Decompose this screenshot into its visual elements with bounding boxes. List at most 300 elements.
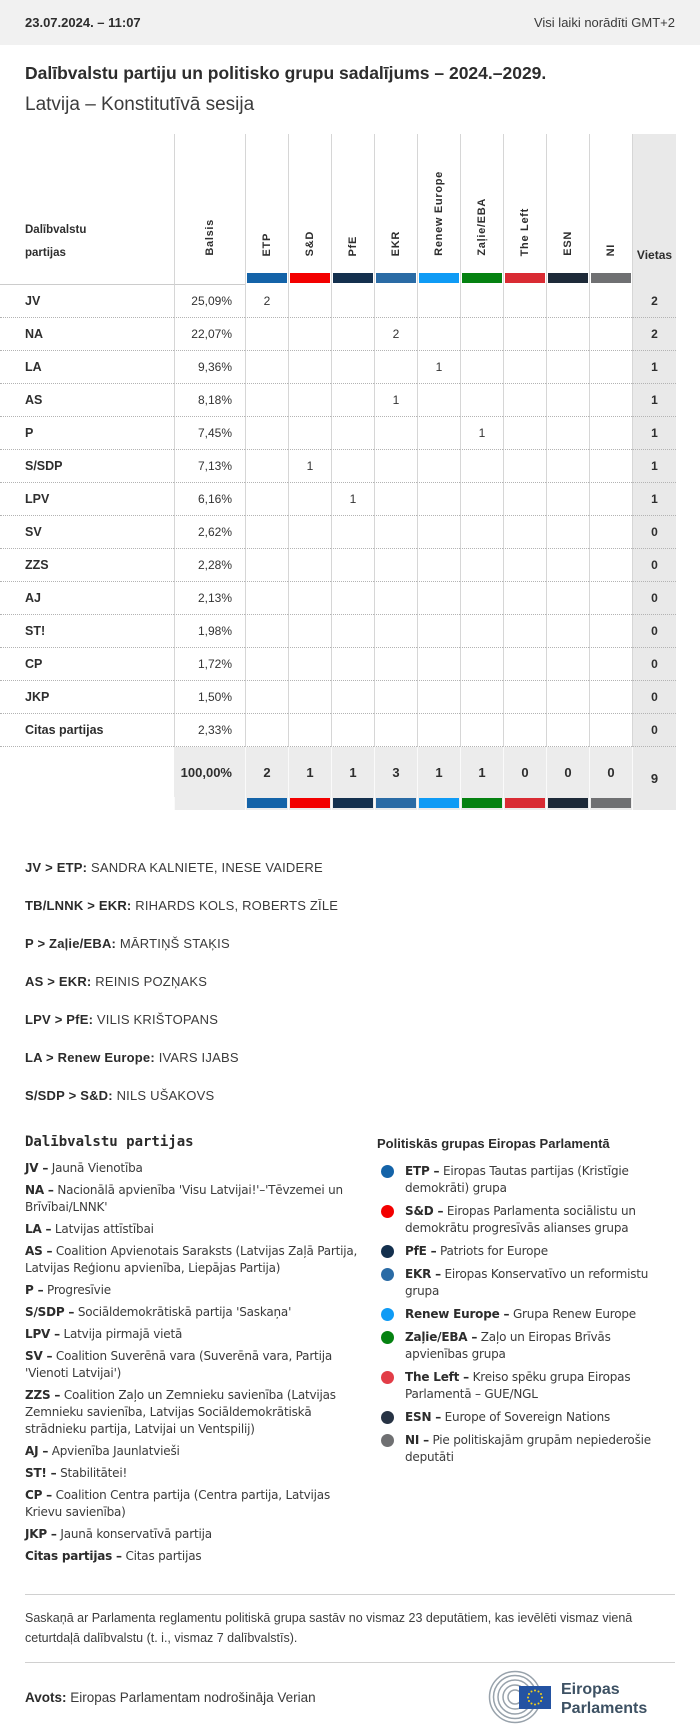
group-color-swatch (591, 273, 631, 283)
group-seat-cell (288, 483, 331, 516)
group-seat-cell (288, 549, 331, 582)
group-seat-cell (503, 615, 546, 648)
group-seat-cell (288, 450, 331, 483)
group-seat-cell (331, 384, 374, 417)
bottom-colorbar-spacer-votes (174, 797, 245, 810)
group-color-bar (503, 272, 546, 285)
party-name: Nacionālā apvienība 'Visu Latvijai!'–'Tēvzemei un Brīvībai/LNNK' (25, 1183, 343, 1214)
column-header-za-ie-eba-text: Zaļie/EBA (476, 198, 488, 256)
group-color-swatch (462, 273, 502, 283)
group-seat-cell-text: 1 (349, 492, 357, 506)
bottom-colorbar-spacer-vietas (632, 797, 676, 810)
group-seat-cell (288, 582, 331, 615)
group-seat-cell (288, 516, 331, 549)
group-seat-cell (589, 714, 632, 747)
group-seat-cell (503, 582, 546, 615)
parties-legend (25, 1134, 377, 1570)
group-seat-cell (331, 483, 374, 516)
group-seat-cell (374, 549, 417, 582)
total-group-seat-cell (417, 747, 460, 797)
group-abbr: ETP – (405, 1164, 440, 1178)
party-cell (0, 714, 174, 747)
party-cell (0, 417, 174, 450)
total-votes-cell (174, 747, 245, 797)
column-header-s&d-text: S&D (304, 230, 316, 256)
group-seat-cell (245, 648, 288, 681)
group-color-bar (417, 272, 460, 285)
column-header-etp (245, 134, 288, 272)
group-color-bar (331, 272, 374, 285)
votes-cell (174, 450, 245, 483)
party-cell-text: ST! (25, 624, 46, 638)
seats-cell-text: 0 (651, 624, 658, 638)
group-legend-item (377, 1329, 675, 1363)
party-legend-item (25, 1326, 361, 1343)
group-seat-cell (245, 450, 288, 483)
seats-cell (632, 483, 676, 516)
seats-cell (632, 351, 676, 384)
group-color-dot-icon (381, 1205, 394, 1218)
party-name: Coalition Centra partija (Centra partija, Latvijas Krievu savienība) (25, 1488, 330, 1519)
group-seat-cell (417, 417, 460, 450)
party-legend-item (25, 1282, 361, 1299)
group-color-swatch (290, 798, 330, 808)
group-seat-cell (503, 384, 546, 417)
party-cell (0, 681, 174, 714)
seats-cell (632, 648, 676, 681)
group-seat-cell (331, 516, 374, 549)
column-header-etp-text: ETP (261, 232, 273, 256)
group-seat-cell (589, 384, 632, 417)
delegation-names: VILIS KRIŠTOPANS (93, 1012, 219, 1027)
party-legend-item (25, 1304, 361, 1321)
total-seats-cell-text: 9 (650, 771, 659, 786)
group-seat-cell (245, 285, 288, 318)
party-cell-text: NA (25, 327, 44, 341)
group-seat-cell (460, 351, 503, 384)
group-name: Eiropas Konservatīvo un reformistu grupa (405, 1267, 649, 1298)
column-header-ekr-text: EKR (390, 230, 402, 256)
group-color-dot-icon (381, 1371, 394, 1384)
column-header-the-left-text: The Left (519, 207, 531, 256)
group-color-bar-bottom (245, 797, 288, 810)
total-label-cell (0, 747, 174, 797)
group-seat-cell (460, 549, 503, 582)
votes-cell-text: 2,33% (197, 723, 232, 737)
total-group-seat-cell-text: 1 (349, 764, 357, 780)
seats-cell (632, 549, 676, 582)
delegation-item (25, 1050, 675, 1066)
group-legend-item (377, 1203, 675, 1237)
group-seat-cell (503, 648, 546, 681)
total-group-seat-cell (589, 747, 632, 797)
group-name: Grupa Renew Europe (509, 1307, 636, 1321)
logo-text-line2: Parlaments (561, 1700, 648, 1717)
group-seat-cell (589, 318, 632, 351)
party-abbr: ZZS – (25, 1388, 61, 1402)
group-color-bar (589, 272, 632, 285)
group-seat-cell (245, 615, 288, 648)
group-legend-item (377, 1266, 675, 1300)
seats-cell-text: 0 (651, 657, 658, 671)
delegation-mapping: JV > ETP: (25, 860, 88, 875)
column-header-ni (589, 134, 632, 272)
party-cell (0, 582, 174, 615)
group-legend-text (405, 1409, 610, 1426)
group-abbr: The Left – (405, 1370, 469, 1384)
group-seat-cell (331, 681, 374, 714)
group-color-swatch (333, 273, 373, 283)
group-seat-cell (331, 285, 374, 318)
group-seat-cell (546, 450, 589, 483)
group-legend-item (377, 1409, 675, 1426)
group-seat-cell (589, 483, 632, 516)
total-seats-cell (632, 747, 676, 797)
seats-cell-text: 1 (651, 426, 658, 440)
group-seat-cell (589, 516, 632, 549)
seats-cell (632, 318, 676, 351)
group-seat-cell (417, 483, 460, 516)
group-seat-cell (546, 615, 589, 648)
group-seat-cell (331, 648, 374, 681)
votes-cell-text: 1,72% (197, 657, 232, 671)
party-cell-text: Citas partijas (25, 723, 104, 737)
votes-cell (174, 318, 245, 351)
party-cell-text: SV (25, 525, 42, 539)
group-seat-cell (374, 648, 417, 681)
group-color-swatch (290, 273, 330, 283)
party-cell-text: JKP (25, 690, 50, 704)
group-legend-item (377, 1243, 675, 1260)
group-color-dot-icon (381, 1268, 394, 1281)
group-seat-cell (589, 681, 632, 714)
group-seat-cell (374, 417, 417, 450)
group-seat-cell (589, 549, 632, 582)
votes-cell-text: 2,62% (197, 525, 232, 539)
group-abbr: PfE – (405, 1244, 437, 1258)
column-header-za-ie-eba (460, 134, 503, 272)
votes-cell (174, 582, 245, 615)
delegation-names: SANDRA KALNIETE, INESE VAIDERE (87, 860, 323, 875)
party-name: Apvienība Jaunlatvieši (48, 1444, 180, 1458)
seats-cell-text: 0 (651, 558, 658, 572)
party-abbr: AJ – (25, 1444, 49, 1458)
group-color-swatch (462, 798, 502, 808)
group-legend-item (377, 1369, 675, 1403)
party-legend-item (25, 1487, 361, 1521)
group-seat-cell (374, 615, 417, 648)
total-group-seat-cell-text: 1 (478, 764, 486, 780)
group-seat-cell (288, 384, 331, 417)
delegation-names: IVARS IJABS (154, 1050, 239, 1065)
party-name: Coalition Suverēnā vara (Suverēnā vara, Partija 'Vienoti Latvijai') (25, 1349, 332, 1380)
group-color-swatch (505, 798, 545, 808)
delegation-item (25, 860, 675, 876)
table-row-header-label (0, 134, 174, 272)
votes-cell-text: 2,28% (197, 558, 232, 572)
group-seat-cell (245, 582, 288, 615)
party-name: Latvijas attīstībai (51, 1222, 154, 1236)
source-text (25, 1690, 316, 1705)
seats-cell (632, 450, 676, 483)
group-seat-cell (546, 384, 589, 417)
column-header-s&d (288, 134, 331, 272)
delegation-mapping: LA > Renew Europe: (25, 1050, 155, 1065)
group-seat-cell (460, 516, 503, 549)
group-seat-cell (546, 648, 589, 681)
source-row (25, 1669, 675, 1725)
group-seat-cell (417, 648, 460, 681)
group-abbr: S&D – (405, 1204, 444, 1218)
group-seat-cell (417, 582, 460, 615)
group-legend-text (405, 1329, 675, 1363)
group-seat-cell (503, 714, 546, 747)
european-parliament-logo (479, 1669, 675, 1725)
group-seat-cell (460, 483, 503, 516)
group-seat-cell (546, 714, 589, 747)
party-name: Coalition Zaļo un Zemnieku savienība (Latvijas Zemnieku savienība, Latvijas Sociāldemokrātiskā strādnieku partija, Latvijai un Ventspilij) (25, 1388, 336, 1436)
seats-cell-text: 0 (651, 690, 658, 704)
party-abbr: P – (25, 1283, 44, 1297)
group-seat-cell (245, 318, 288, 351)
group-name: Eiropas Parlamenta sociālistu un demokrātu progresīvās alianses grupa (405, 1204, 636, 1235)
ep-hemicycle-icon (479, 1669, 675, 1725)
group-seat-cell (417, 681, 460, 714)
party-cell (0, 516, 174, 549)
group-color-dot-icon (381, 1245, 394, 1258)
parties-legend-items (25, 1160, 361, 1565)
party-legend-item (25, 1221, 361, 1238)
group-seat-cell (546, 516, 589, 549)
total-group-seat-cell (245, 747, 288, 797)
group-seat-cell (374, 714, 417, 747)
group-seat-cell (460, 417, 503, 450)
party-cell-text: AJ (25, 591, 41, 605)
group-color-dot-icon (381, 1331, 394, 1344)
colorbar-spacer-votes (174, 272, 245, 285)
group-seat-cell (331, 582, 374, 615)
votes-cell (174, 549, 245, 582)
party-cell (0, 615, 174, 648)
group-seat-cell (460, 450, 503, 483)
group-color-swatch (247, 273, 287, 283)
votes-cell-text: 1,98% (197, 624, 232, 638)
votes-cell-text: 22,07% (191, 327, 232, 341)
delegation-mapping: AS > EKR: (25, 974, 92, 989)
group-color-dot-icon (381, 1308, 394, 1321)
group-seat-cell (589, 648, 632, 681)
party-legend-item (25, 1526, 361, 1543)
group-name: Europe of Sovereign Nations (441, 1410, 611, 1424)
group-seat-cell (503, 483, 546, 516)
party-abbr: Citas partijas – (25, 1549, 122, 1563)
party-cell-text: CP (25, 657, 43, 671)
group-legend-text (405, 1369, 675, 1403)
votes-cell (174, 714, 245, 747)
group-seat-cell-text: 2 (263, 294, 271, 308)
votes-cell-text: 7,13% (197, 459, 232, 473)
delegation-names: REINIS POZŅAKS (91, 974, 208, 989)
group-color-dot-icon (381, 1411, 394, 1424)
results-table (0, 134, 676, 810)
group-color-bar-bottom (417, 797, 460, 810)
group-name: Patriots for Europe (436, 1244, 548, 1258)
group-seat-cell (546, 549, 589, 582)
group-name: Zaļo un Eiropas Brīvās apvienības grupa (405, 1330, 611, 1361)
party-legend-item (25, 1443, 361, 1460)
group-seat-cell (417, 714, 460, 747)
party-cell (0, 549, 174, 582)
group-color-swatch (247, 798, 287, 808)
group-seat-cell (460, 615, 503, 648)
party-legend-item (25, 1387, 361, 1438)
party-cell-text: AS (25, 393, 43, 407)
party-cell-text: JV (25, 294, 41, 308)
group-seat-cell (245, 681, 288, 714)
seats-cell (632, 516, 676, 549)
group-color-bar-bottom (460, 797, 503, 810)
group-seat-cell (503, 681, 546, 714)
group-seat-cell (417, 615, 460, 648)
party-legend-item (25, 1548, 361, 1565)
group-seat-cell (460, 648, 503, 681)
group-color-bar-bottom (546, 797, 589, 810)
party-cell (0, 318, 174, 351)
party-name: Citas partijas (121, 1549, 202, 1563)
party-abbr: LA – (25, 1222, 52, 1236)
group-seat-cell (546, 318, 589, 351)
party-name: Stabilitātei! (56, 1466, 128, 1480)
group-abbr: Renew Europe – (405, 1307, 510, 1321)
party-cell (0, 285, 174, 318)
group-abbr: Zaļie/EBA – (405, 1330, 478, 1344)
bottom-colorbar-spacer-label (0, 797, 174, 810)
party-cell-text: P (25, 426, 34, 440)
groups-legend (377, 1134, 675, 1570)
seats-cell-text: 1 (651, 360, 658, 374)
footnote: Saskaņā ar Parlamenta reglamentu politiskā grupa sastāv no vismaz 23 deputātiem, kas ievēlēti vismaz vienā ceturtdaļā dalībvalstu (t. i., vismaz 7 dalībvalstīs). (25, 1611, 633, 1645)
delegation-item (25, 936, 675, 952)
group-name: Pie politiskajām grupām nepiederošie deputāti (405, 1433, 651, 1464)
total-group-seat-cell-text: 2 (263, 764, 271, 780)
party-cell-text: S/SDP (25, 459, 63, 473)
group-seat-cell (245, 351, 288, 384)
legends-section (0, 1126, 700, 1570)
seats-cell-text: 1 (651, 393, 658, 407)
delegation-names: NILS UŠAKOVS (112, 1088, 215, 1103)
group-color-swatch (333, 798, 373, 808)
group-seat-cell (288, 351, 331, 384)
column-header-renew-europe (417, 134, 460, 272)
group-seat-cell-text: 1 (435, 360, 443, 374)
group-seat-cell (460, 681, 503, 714)
column-header-esn (546, 134, 589, 272)
delegation-item (25, 974, 675, 990)
column-header-renew-europe-text: Renew Europe (433, 171, 445, 256)
group-seat-cell-text: 1 (478, 426, 486, 440)
party-legend-item (25, 1348, 361, 1382)
delegation-names: MĀRTIŅŠ STAĶIS (116, 936, 230, 951)
party-abbr: JV – (25, 1161, 49, 1175)
group-color-swatch (505, 273, 545, 283)
group-color-bar (374, 272, 417, 285)
group-legend-item (377, 1163, 675, 1197)
group-seat-cell (288, 714, 331, 747)
group-seat-cell (546, 285, 589, 318)
votes-cell-text: 6,16% (197, 492, 232, 506)
group-seat-cell (331, 351, 374, 384)
delegations-list (25, 860, 675, 1104)
group-color-bar-bottom (288, 797, 331, 810)
party-cell (0, 384, 174, 417)
topbar (0, 0, 700, 45)
group-seat-cell (589, 582, 632, 615)
group-seat-cell (589, 285, 632, 318)
seats-cell-text: 1 (651, 492, 658, 506)
group-seat-cell (245, 483, 288, 516)
party-abbr: S/SDP – (25, 1305, 75, 1319)
group-seat-cell (417, 516, 460, 549)
logo-text-line1: Eiropas (561, 1681, 620, 1698)
delegation-mapping: P > Zaļie/EBA: (25, 936, 117, 951)
divider-top (25, 1594, 675, 1595)
group-seat-cell-text: 1 (392, 393, 400, 407)
seats-cell (632, 417, 676, 450)
group-seat-cell (374, 516, 417, 549)
group-legend-item (377, 1432, 675, 1466)
group-name: Eiropas Tautas partijas (Kristīgie demokrāti) grupa (405, 1164, 629, 1195)
group-seat-cell (245, 549, 288, 582)
group-seat-cell (374, 384, 417, 417)
group-legend-text (405, 1203, 675, 1237)
group-seat-cell (503, 450, 546, 483)
party-abbr: ST! – (25, 1466, 57, 1480)
seats-cell-text: 2 (651, 294, 658, 308)
column-header-vietas-text: Vietas (636, 248, 673, 262)
group-seat-cell (331, 549, 374, 582)
seats-cell (632, 681, 676, 714)
group-seat-cell (589, 417, 632, 450)
group-seat-cell (503, 285, 546, 318)
group-seat-cell (503, 351, 546, 384)
party-abbr: LPV – (25, 1327, 60, 1341)
votes-cell (174, 681, 245, 714)
group-color-swatch (419, 273, 459, 283)
total-group-seat-cell-text: 1 (435, 764, 443, 780)
party-abbr: NA – (25, 1183, 54, 1197)
party-cell-text: LA (25, 360, 42, 374)
column-header-ni-text: NI (605, 243, 617, 256)
group-seat-cell (460, 285, 503, 318)
page-title: Dalībvalstu partiju un politisko grupu sadalījums – 2024.–2029. (25, 63, 547, 83)
group-seat-cell (460, 582, 503, 615)
seats-cell-text: 0 (651, 591, 658, 605)
seats-cell-text: 0 (651, 723, 658, 737)
group-abbr: NI – (405, 1433, 429, 1447)
group-color-swatch (376, 798, 416, 808)
group-seat-cell (288, 417, 331, 450)
votes-cell (174, 384, 245, 417)
total-group-seat-cell (503, 747, 546, 797)
group-seat-cell (245, 714, 288, 747)
group-seat-cell (374, 450, 417, 483)
group-seat-cell (374, 681, 417, 714)
group-seat-cell (417, 318, 460, 351)
party-name: Sociāldemokrātiskā partija 'Saskaņa' (74, 1305, 292, 1319)
group-seat-cell (460, 384, 503, 417)
party-cell (0, 648, 174, 681)
group-seat-cell (546, 417, 589, 450)
